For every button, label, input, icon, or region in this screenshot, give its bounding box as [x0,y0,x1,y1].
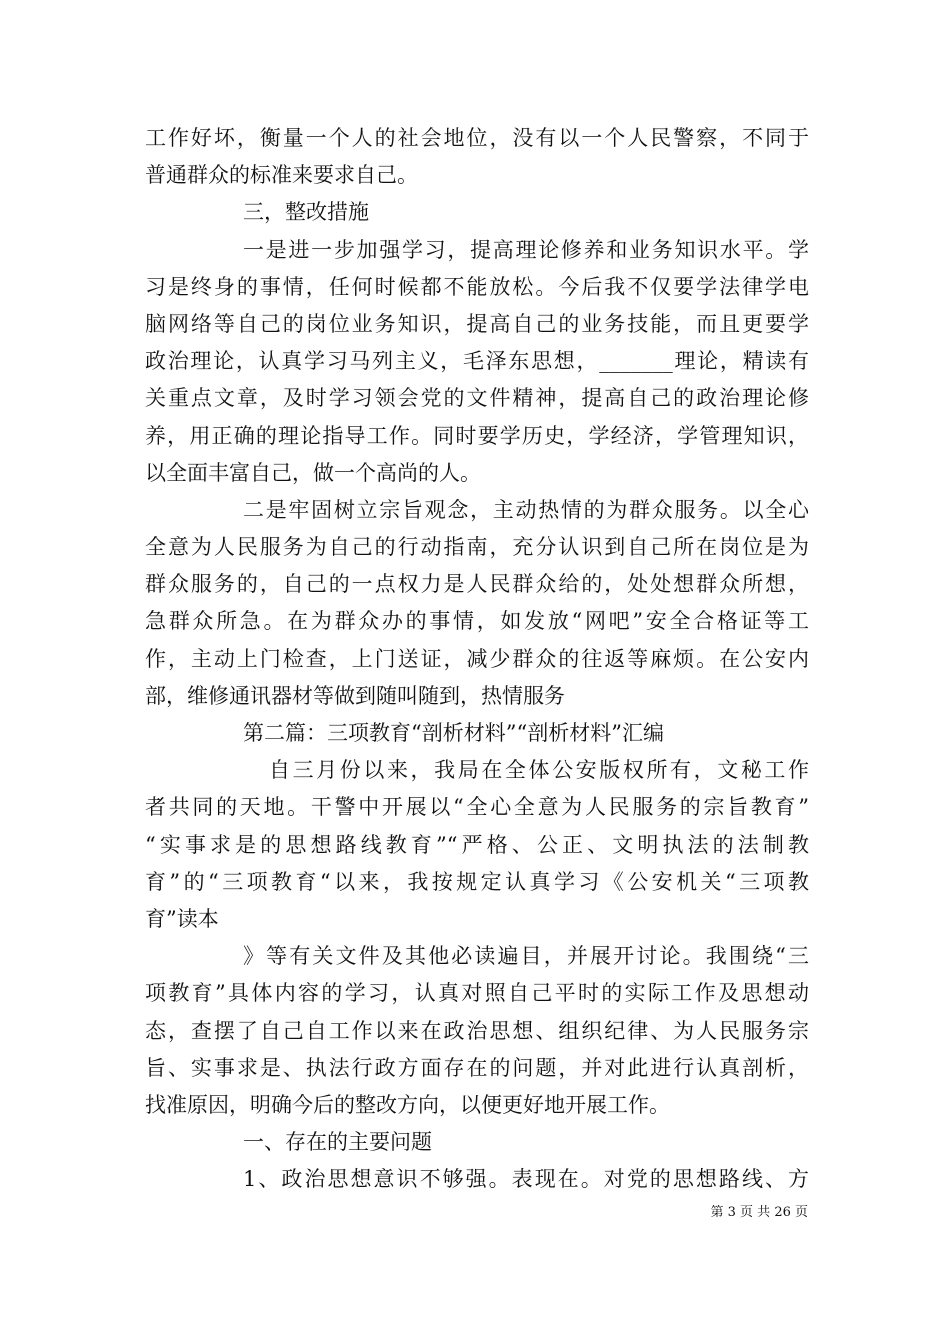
text-line: 1、政治思想意识不够强。表现在。对党的思想路线、方 [243,1167,809,1192]
text-line: 急群众所急。在为群众办的事情，如发放“网吧”安全合格证等工 [145,609,809,634]
text-line: 项教育”具体内容的学习，认真对照自己平时的实际工作及思想动 [145,981,809,1006]
text-line: 全意为人民服务为自己的行动指南，充分认识到自己所在岗位是为 [145,535,809,560]
text-line: 脑网络等自己的岗位业务知识，提高自己的业务技能，而且更要学 [145,311,809,336]
text-line: 作，主动上门检查，上门送证，减少群众的往返等麻烦。在公安内 [145,646,809,671]
text-line: 部，维修通讯器材等做到随叫随到，热情服务 [145,683,565,708]
text-line: 习是终身的事情，任何时候都不能放松。今后我不仅要学法律学电 [145,274,809,299]
text-line: 找准原因，明确今后的整改方向，以便更好地开展工作。 [145,1092,670,1117]
body-text [145,120,809,1198]
text-line: 二是牢固树立宗旨观念，主动热情的为群众服务。以全心 [243,497,809,522]
text-line: 》等有关文件及其他必读遍目，并展开讨论。我围绕“三 [243,944,809,969]
section-heading: 三，整改措施 [243,200,369,225]
text-line: 关重点文章，及时学习领会党的文件精神，提高自己的政治理论修 [145,386,809,411]
text-line: 以全面丰富自己，做一个高尚的人。 [145,460,481,485]
text-line: 育”的“三项教育“以来，我按规定认真学习《公安机关“三项教 [145,869,809,894]
text-line: “实事求是的思想路线教育”“严格、公正、文明执法的法制教 [145,832,809,857]
text-line: 工作好坏，衡量一个人的社会地位，没有以一个人民警察，不同于 [145,126,809,150]
text-line: 旨、实事求是、执法行政方面存在的问题，并对此进行认真剖析， [145,1055,809,1080]
chapter-heading: 第二篇：三项教育“剖析材料”“剖析材料”汇编 [243,721,664,745]
text-line: 群众服务的，自己的一点权力是人民群众给的，处处想群众所想， [145,572,809,597]
text-line: 养，用正确的理论指导工作。同时要学历史，学经济，学管理知识， [145,423,809,448]
text-line: 态，查摆了自己自工作以来在政治思想、组织纪律、为人民服务宗 [145,1018,809,1043]
text-line: 普通群众的标准来要求自己。 [145,163,418,188]
text-line: 自三月份以来，我局在全体公安版权所有，文秘工作 [269,758,809,783]
page-number-footer: 第 3 页 共 26 页 [710,1205,808,1220]
text-line: 政治理论，认真学习马列主义，毛泽东思想，_______理论，精读有 [145,349,809,374]
section-heading: 一、存在的主要问题 [243,1130,432,1155]
text-line: 一是进一步加强学习，提高理论修养和业务知识水平。学 [243,237,809,262]
text-line: 育”读本 [145,906,219,931]
text-line: 者共同的天地。干警中开展以“全心全意为人民服务的宗旨教育” [145,795,809,820]
